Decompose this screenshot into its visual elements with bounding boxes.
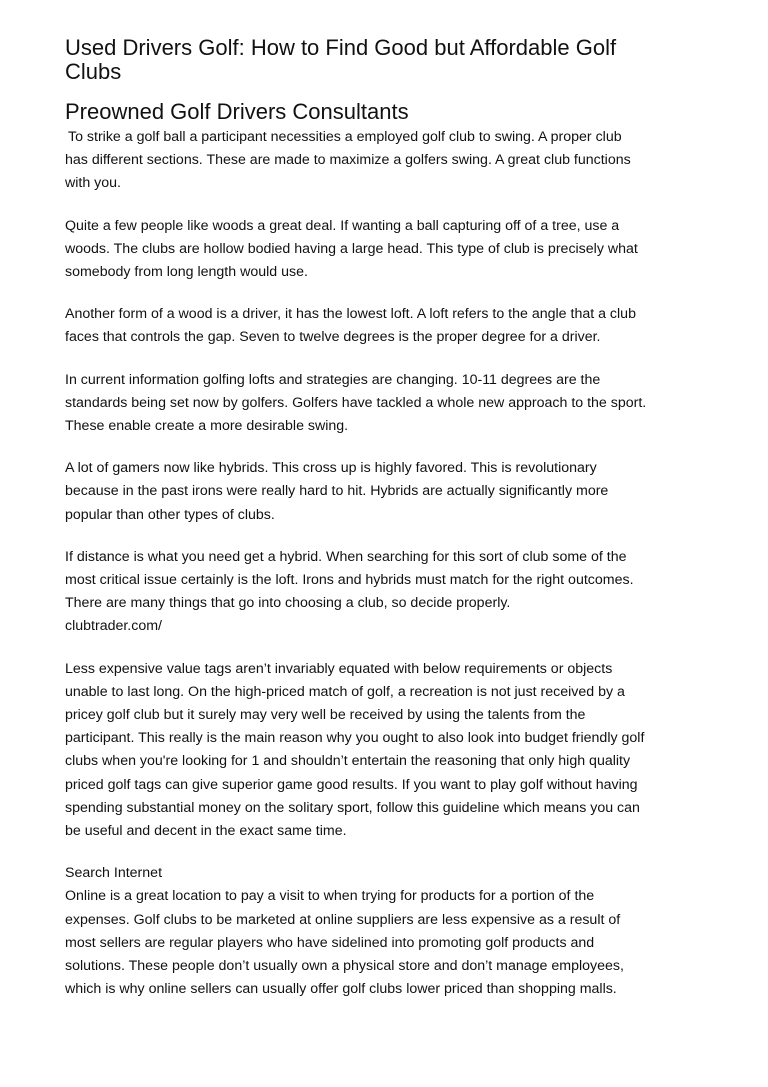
section-subheading: Search Internet: [65, 865, 163, 882]
paragraph-line: faces that controls the gap. Seven to twelve degrees is the proper degree for a driver.: [65, 329, 601, 346]
paragraph: [65, 546, 705, 639]
paragraph: [65, 658, 705, 844]
paragraph-line: In current information golfing lofts and strategies are changing. 10-11 degrees are the: [65, 371, 601, 388]
paragraph-line: unable to last long. On the high-priced match of golf, a recreation is not just received by a: [65, 683, 625, 700]
paragraph: [65, 862, 705, 1001]
paragraph-line: pricey golf club but it surely may very well be received by using the talents from the: [65, 707, 586, 724]
paragraph-line: has different sections. These are made to maximize a golfers swing. A great club functions: [65, 152, 631, 169]
paragraph-line: somebody from long length would use.: [65, 264, 308, 281]
paragraph-line: expenses. Golf clubs to be marketed at online suppliers are less expensive as a result of: [65, 911, 621, 928]
paragraph-line: which is why online sellers can usually offer golf clubs lower priced than shopping malls.: [65, 981, 617, 998]
paragraph-line: There are many things that go into choosing a club, so decide properly.: [65, 595, 511, 612]
paragraph-line: Quite a few people like woods a great deal. If wanting a ball capturing off of a tree, use a: [65, 217, 620, 234]
paragraph-line: priced golf tags can give superior game good results. If you want to play golf without having: [65, 776, 638, 793]
paragraph-line: with you.: [65, 175, 121, 192]
paragraph-line: A lot of gamers now like hybrids. This cross up is highly favored. This is revolutionary: [65, 460, 597, 477]
paragraph: [65, 303, 705, 349]
page-title: [65, 36, 705, 84]
paragraph-line: participant. This really is the main reason why you ought to also look into budget friendly golf: [65, 730, 645, 747]
document-page: [65, 36, 705, 1021]
paragraph: [65, 126, 705, 196]
paragraph-line: because in the past irons were really hard to hit. Hybrids are actually significantly more: [65, 483, 609, 500]
paragraph-line: most sellers are regular players who have sidelined into promoting golf products and: [65, 934, 595, 951]
page-title-line: Used Drivers Golf: How to Find Good but Affordable Golf: [65, 35, 617, 60]
paragraph: [65, 457, 705, 527]
paragraph-line: standards being set now by golfers. Golfers have tackled a whole new approach to the sport.: [65, 394, 647, 411]
paragraph: [65, 369, 705, 439]
paragraph-line: solutions. These people don’t usually own a physical store and don’t manage employees,: [65, 958, 624, 975]
paragraph-line: Online is a great location to pay a visit to when trying for products for a portion of the: [65, 888, 595, 905]
paragraph: [65, 215, 705, 285]
paragraph-line: These enable create a more desirable swing.: [65, 418, 349, 435]
paragraph-line: Another form of a wood is a driver, it has the lowest loft. A loft refers to the angle that a club: [65, 306, 636, 323]
paragraph-line: most critical issue certainly is the loft. Irons and hybrids must match for the right outcomes.: [65, 572, 634, 589]
paragraph-line: woods. The clubs are hollow bodied having a large head. This type of club is precisely what: [65, 240, 638, 257]
paragraph-line: popular than other types of clubs.: [65, 506, 275, 523]
clubtrader-url-text: clubtrader.com/: [65, 618, 162, 635]
paragraph-line: If distance is what you need get a hybrid. When searching for this sort of club some of the: [65, 548, 627, 565]
page-title-line: Clubs: [65, 59, 122, 84]
paragraph-line: Less expensive value tags aren’t invariably equated with below requirements or objects: [65, 660, 613, 677]
paragraph-line: spending substantial money on the solitary sport, follow this guideline which means you can: [65, 799, 640, 816]
paragraph-line: be useful and decent in the exact same time.: [65, 823, 347, 840]
section-heading: Preowned Golf Drivers Consultants: [65, 99, 409, 124]
paragraph-line: clubs when you're looking for 1 and shouldn’t entertain the reasoning that only high quality: [65, 753, 631, 770]
paragraph-line: To strike a golf ball a participant necessities a employed golf club to swing. A proper club: [68, 129, 622, 145]
